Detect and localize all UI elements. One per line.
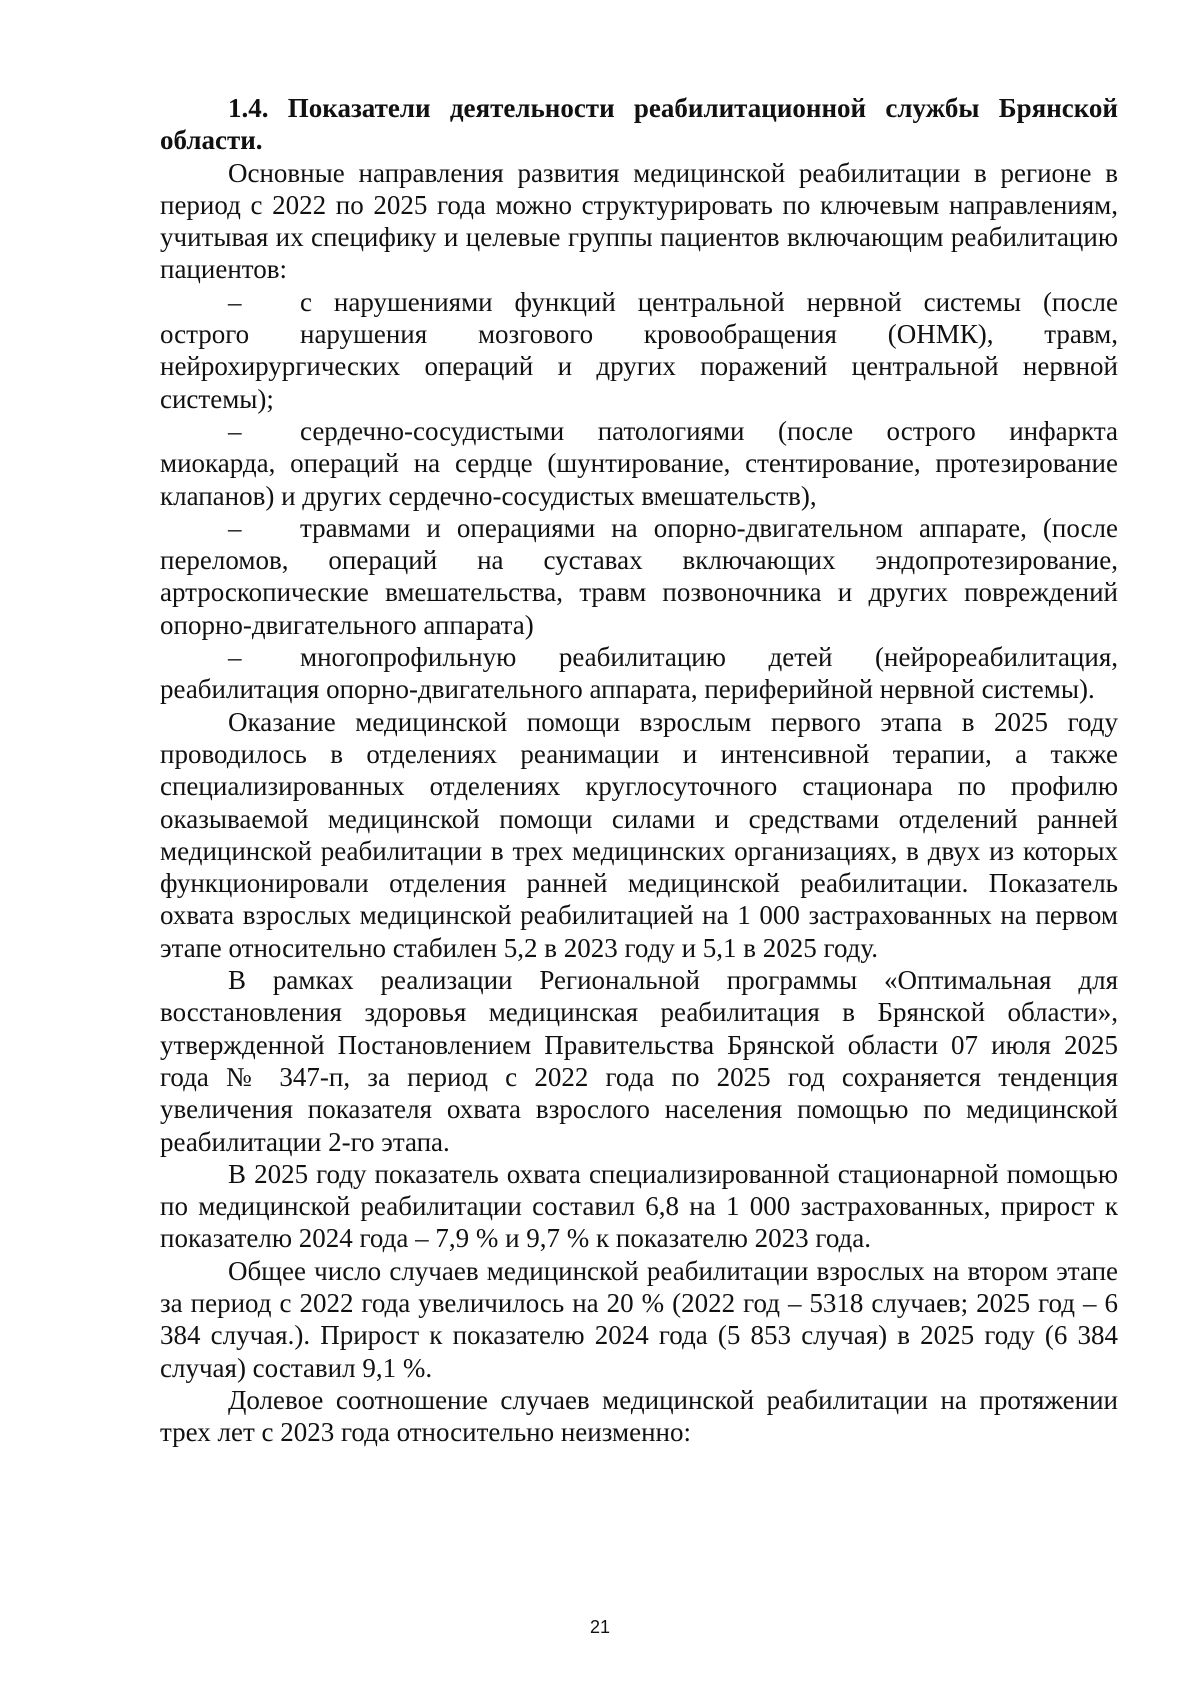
dash-bullet: – [228, 415, 242, 446]
paragraph-share-ratio: Долевое соотношение случаев медицинской реабилитации на протяжении трех лет с 2023 года относительно неизменно: [160, 1384, 1118, 1448]
list-item-text: травмами и операциями на опорно-двигательном аппарате, (после переломов, операций на суставах включающих эндопротезирование, артроскопические вмешательства, травм позвоночника и других повреждений опорно-двигательного аппарата) [160, 512, 1118, 640]
list-item [160, 641, 1118, 706]
page-number: 21 [589, 1617, 611, 1637]
intro-paragraph: Основные направления развития медицинской реабилитации в регионе в период с 2022 по 2025 года можно структурировать по ключевым направлениям, учитывая их специфику и целевые группы пациентов включающим реабилитацию пациентов: [160, 157, 1118, 285]
dash-bullet: – [228, 642, 242, 673]
paragraph-regional-program: В рамках реализации Региональной программы «Оптимальная для восстановления здоровья медицинская реабилитация в Брянской области», утвержденной Постановлением Правительства Брянской области 07 июля 2025 года № 347-п, за период с 2022 года по 2025 год сохраняется тенденция увеличения показателя охвата взрослого населения помощью по медицинской реабилитации 2-го этапа. [160, 965, 1118, 1157]
list-item-text: с нарушениями функций центральной нервной системы (после острого нарушения мозгового кровообращения (ОНМК), травм, нейрохирургических операций и других поражений центральной нервной системы); [160, 286, 1118, 414]
paragraph-case-count: Общее число случаев медицинской реабилитации взрослых на втором этапе за период с 2022 года увеличилось на 20 % (2022 год – 5318 случаев; 2025 год – 6 384 случая.). Прирост к показателю 2024 года (5 853 случая) в 2025 году (6 384 случая) составил 9,1 %. [160, 1255, 1118, 1383]
list-item-text: многопрофильную реабилитацию детей (нейрореабилитация, реабилитация опорно-двигательного аппарата, периферийной нервной системы). [160, 642, 1118, 705]
list-item [160, 512, 1118, 641]
list-item [160, 415, 1118, 512]
dash-bullet: – [228, 512, 242, 543]
section-heading: 1.4. Показатели деятельности реабилитационной службы Брянской области. [160, 93, 1118, 156]
list-item [160, 286, 1118, 415]
dash-bullet: – [228, 286, 242, 317]
list-item-text: сердечно-сосудистыми патологиями (после острого инфаркта миокарда, операций на сердце (шунтирование, стентирование, протезирование клапанов) и других сердечно-сосудистых вмешательств), [160, 415, 1118, 511]
paragraph-first-stage: Оказание медицинской помощи взрослым первого этапа в 2025 году проводилось в отделениях реанимации и интенсивной терапии, а также специализированных отделениях круглосуточного стационара по профилю оказываемой медицинской помощи силами и средствами отделений ранней медицинской реабилитации в трех медицинских организациях, в двух из которых функционировали отделения ранней медицинской реабилитации. Показатель охвата взрослых медицинской реабилитацией на 1 000 застрахованных на первом этапе относительно стабилен 5,2 в 2023 году и 5,1 в 2025 году. [160, 706, 1118, 963]
document-page [160, 92, 1118, 1448]
paragraph-coverage-2025: В 2025 году показатель охвата специализированной стационарной помощью по медицинской реабилитации составил 6,8 на 1 000 застрахованных, прирост к показателю 2024 года – 7,9 % и 9,7 % к показателю 2023 года. [160, 1158, 1118, 1254]
